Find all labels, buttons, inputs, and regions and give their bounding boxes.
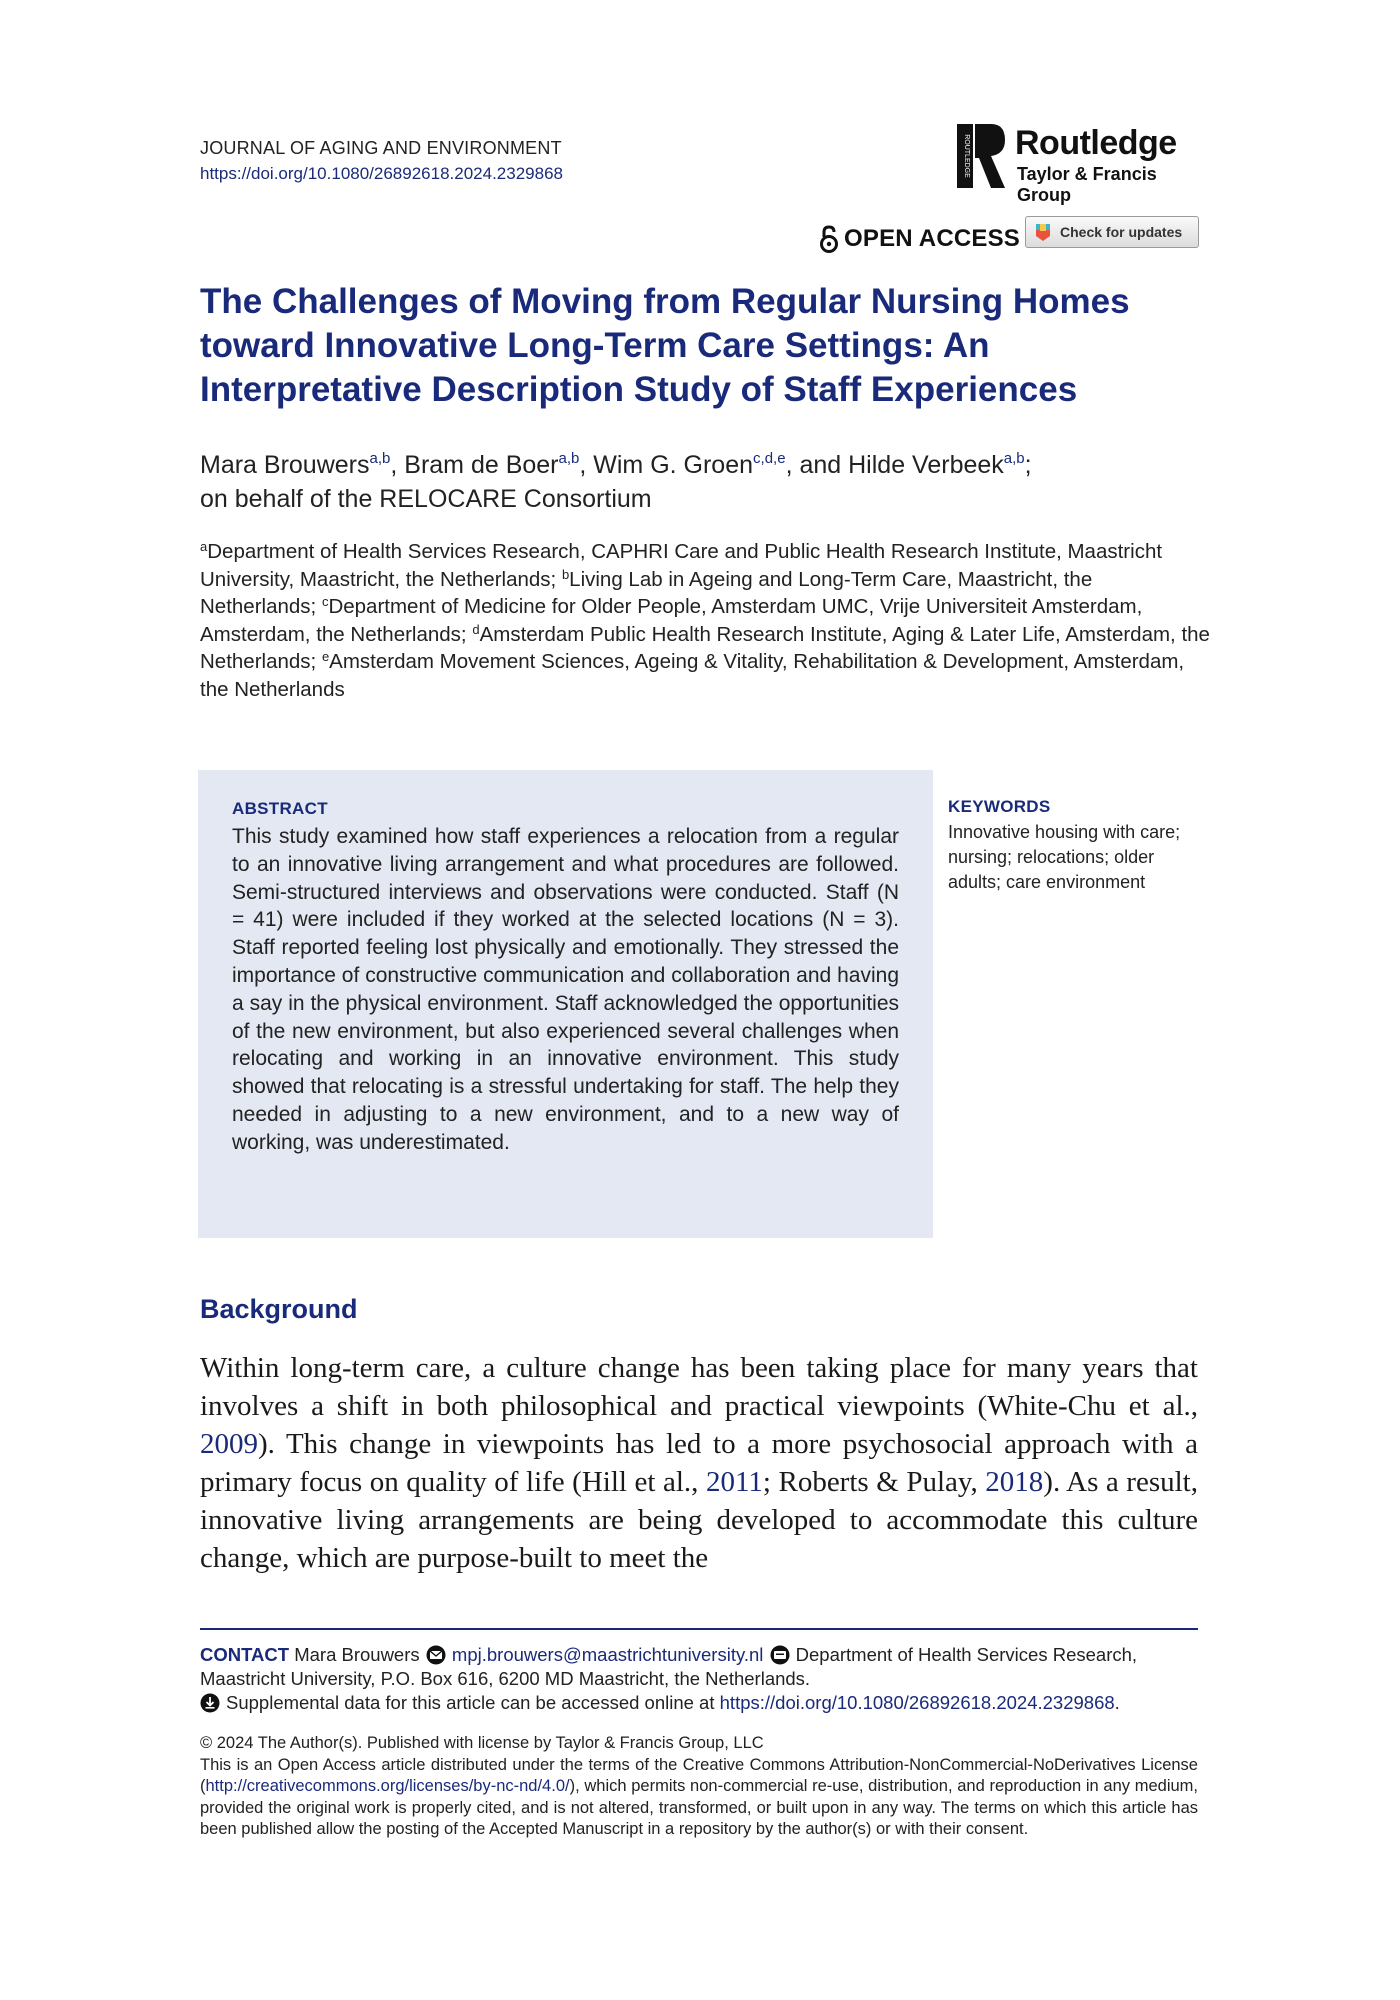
license-text: This is an Open Access article distributed under the terms of the Creative Commons Attribution-NonCommercial-NoDerivatives License ( [200, 1755, 1198, 1795]
affiliation-marker: b [561, 566, 570, 582]
keywords-heading: KEYWORDS [948, 797, 1051, 816]
doi-link[interactable]: https://doi.org/10.1080/26892618.2024.2329868 [200, 164, 563, 183]
affiliation-text: Department of Medicine for Older People, Amsterdam UMC, Vrije Universiteit Amsterdam, Amsterdam, the Netherlands; [200, 595, 1143, 646]
license-link[interactable]: http://creativecommons.org/licenses/by-nc-nd/4.0/ [205, 1777, 570, 1795]
supplemental-text: Supplemental data for this article can be accessed online at [226, 1692, 720, 1713]
open-access-badge [820, 222, 1020, 256]
journal-name: JOURNAL OF AGING AND ENVIRONMENT [200, 138, 562, 158]
check-for-updates-button[interactable] [1025, 216, 1199, 248]
affiliation-text: Amsterdam Public Health Research Institute, Aging & Later Life, Amsterdam, the Netherlands; [200, 622, 1210, 673]
author-separator: , [579, 451, 594, 479]
affiliation-text: Department of Health Services Research, CAPHRI Care and Public Health Research Institute, Maastricht University, Maastricht, the Netherlands; [200, 540, 1163, 591]
citation-link[interactable]: 2009 [200, 1428, 258, 1460]
svg-text:ROUTLEDGE: ROUTLEDGE [963, 134, 970, 178]
author-affiliation-marker[interactable]: a,b [369, 450, 391, 467]
affiliation-marker: c [321, 594, 329, 609]
consortium-line: on behalf of the RELOCARE Consortium [200, 485, 652, 513]
footer-divider [200, 1628, 1198, 1630]
contact-label: CONTACT [200, 1644, 290, 1665]
article-title: The Challenges of Moving from Regular Nursing Homes toward Innovative Long-Term Care Settings: An Interpretative Description Study of Staff Experiences [200, 282, 1130, 409]
affiliation-text: Amsterdam Movement Sciences, Ageing & Vitality, Rehabilitation & Development, Amsterdam, the Netherlands [200, 650, 1185, 701]
publisher-logo[interactable] [955, 120, 1205, 205]
body-text-segment: ; Roberts & Pulay, [762, 1466, 986, 1498]
author-name[interactable]: Bram de Boer [404, 451, 559, 479]
copyright-notice [200, 1733, 1198, 1841]
contact-info [200, 1643, 1198, 1691]
affiliations [200, 538, 1210, 703]
publisher-group: Taylor & Francis Group [1017, 164, 1157, 205]
contact-name: Mara Brouwers [294, 1644, 420, 1665]
section-heading-background: Background [200, 1294, 358, 1324]
author-name[interactable]: Wim G. Groen [593, 451, 754, 479]
author-name[interactable]: Hilde Verbeek [848, 451, 1004, 479]
abstract-heading: ABSTRACT [232, 799, 328, 818]
author-list [200, 448, 1210, 516]
keywords-text: Innovative housing with care; nursing; relocations; older adults; care environment [948, 822, 1181, 892]
supplemental-download-icon [200, 1693, 220, 1713]
body-text-segment: Within long-term care, a culture change has been taking place for many years that involves a shift in both philosophical and practical viewpoints (White-Chu et al., [200, 1352, 1198, 1422]
author-separator: , and [785, 451, 849, 479]
email-icon [425, 1645, 447, 1665]
author-affiliation-marker[interactable]: a,b [1003, 450, 1025, 467]
author-separator: ; [1024, 451, 1032, 479]
affiliation-marker: a [200, 539, 208, 554]
license-text: ), which permits non-commercial re-use, distribution, and reproduction in any medium, provided the original work is properly cited, and is not altered, transformed, or built upon in any way. The terms on which this article has been published allow the posting of the Accepted Manuscript in a repository by the author(s) or with their consent. [200, 1777, 1198, 1838]
author-affiliation-marker[interactable]: a,b [558, 450, 580, 467]
affiliation-marker: d [472, 621, 480, 637]
body-text-segment: ). As a result, innovative living arrangements are being developed to accommodate this culture change, which are purpose-built to meet the [200, 1466, 1198, 1574]
author-affiliation-marker[interactable]: c,d,e [753, 450, 786, 467]
background-paragraph [200, 1349, 1198, 1577]
open-access-label: OPEN ACCESS [844, 225, 1021, 252]
open-lock-icon [820, 225, 838, 253]
affiliation-text: Living Lab in Ageing and Long-Term Care, Maastricht, the Netherlands; [200, 567, 1093, 618]
author-separator: , [390, 451, 405, 479]
publisher-name: Routledge [1015, 124, 1177, 162]
body-text-segment: ). This change in viewpoints has led to a more psychosocial approach with a primary focus on quality of life (Hill et al., [200, 1428, 1198, 1498]
supplemental-end: . [1114, 1692, 1120, 1713]
author-name[interactable]: Mara Brouwers [200, 451, 370, 479]
address-icon [769, 1645, 791, 1665]
supplemental-link[interactable]: https://doi.org/10.1080/26892618.2024.2329868 [719, 1692, 1115, 1713]
check-for-updates-label: Check for updates [1060, 224, 1183, 240]
citation-link[interactable]: 2018 [985, 1466, 1044, 1498]
citation-link[interactable]: 2011 [705, 1466, 763, 1498]
crossmark-icon [1034, 222, 1052, 242]
copyright-line: © 2024 The Author(s). Published with license by Taylor & Francis Group, LLC [200, 1734, 764, 1752]
affiliation-marker: e [321, 649, 330, 664]
contact-email-link[interactable]: mpj.brouwers@maastrichtuniversity.nl [451, 1644, 764, 1665]
routledge-logo-icon [955, 120, 1007, 192]
supplemental-data-line [200, 1691, 1198, 1715]
contact-address: Department of Health Services Research, Maastricht University, P.O. Box 616, 6200 MD Maastricht, the Netherlands. [200, 1644, 1138, 1689]
abstract-text: This study examined how staff experiences a relocation from a regular to an innovative living arrangement and what procedures are followed. Semi-structured interviews and observations were conducted. Staff (N = 41) were included if they worked at the selected locations (N = 3). Staff reported feeling lost physically and emotionally. They stressed the importance of constructive communication and collaboration and having a say in the physical environment. Staff acknowledged the opportunities of the new environment, but also experienced several challenges when relocating and working in an innovative environment. This study showed that relocating is a stressful undertaking for staff. The help they needed in adjusting to a new environment, and to a new way of working, was underestimated. [232, 825, 899, 1154]
